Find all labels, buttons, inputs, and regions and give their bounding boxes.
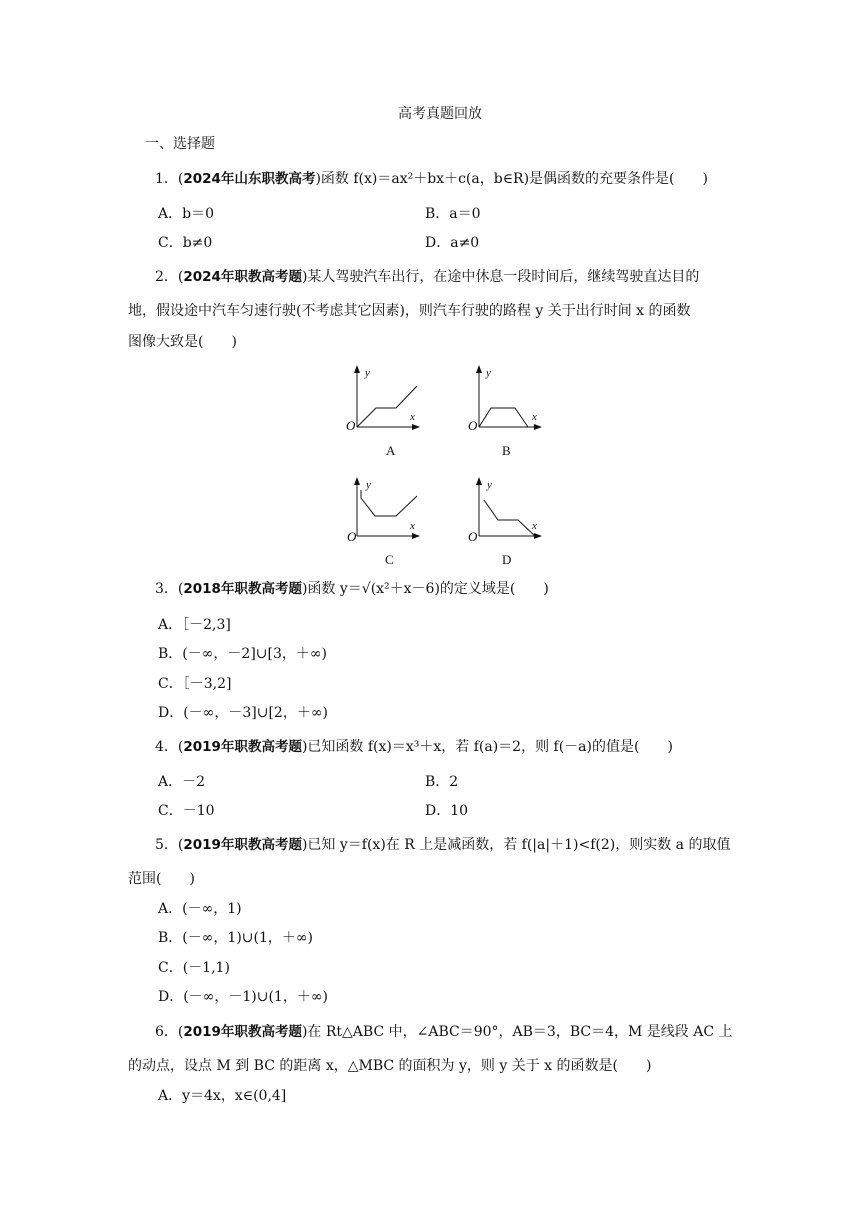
origin-label: O <box>468 418 478 433</box>
option-b: B．2 <box>425 774 459 790</box>
question-text: )在 Rt△ABC 中，∠ABC＝90°，AB＝3，BC＝4，M 是线段 AC 上 <box>301 1024 733 1040</box>
question-source: 2024年职教高考题 <box>183 269 302 285</box>
graph-b <box>462 362 562 460</box>
option-c: C．［－3,2] <box>158 676 232 692</box>
origin-label: O <box>347 529 357 544</box>
option-a: A．y＝4x，x∈(0,4] <box>158 1088 287 1104</box>
x-axis-label: x <box>410 411 415 423</box>
y-axis-label: y <box>365 367 370 379</box>
question-number: 1．( <box>155 171 184 187</box>
question-number: 2．( <box>155 269 184 285</box>
section-heading: 一、选择题 <box>145 136 215 152</box>
question-2-stem-line3: 图像大致是( ) <box>128 334 237 350</box>
page-title: 高考真题回放 <box>398 106 482 122</box>
graph-label: D <box>502 552 512 567</box>
option-b: B．a＝0 <box>425 206 481 222</box>
question-text: )函数 f(x)＝ax²＋bx＋c(a，b∈R)是偶函数的充要条件是( ) <box>315 171 708 187</box>
question-text: )已知 y＝f(x)在 R 上是减函数，若 f(|a|＋1)<f(2)，则实数 a 的取值 <box>301 837 731 853</box>
x-axis-label: x <box>532 411 537 423</box>
question-number: 6．( <box>155 1024 184 1040</box>
question-source: 2024年山东职教高考 <box>183 171 316 187</box>
question-text: )某人驾驶汽车出行，在途中休息一段时间后，继续驾驶直达目的 <box>301 269 700 285</box>
option-b: B．(－∞，1)∪(1，＋∞) <box>158 930 314 946</box>
question-6-stem <box>155 1023 733 1041</box>
option-d: D．10 <box>425 803 469 819</box>
origin-label: O <box>468 529 478 544</box>
question-2-stem-line2: 地，假设途中汽车匀速行驶(不考虑其它因素)，则汽车行驶的路程 y 关于出行时间 x 的函数 <box>128 303 691 319</box>
graph-a <box>340 362 440 460</box>
question-source: 2019年职教高考题 <box>183 739 302 755</box>
option-c: C．(－1,1) <box>158 960 230 976</box>
graph-label: A <box>386 443 396 458</box>
question-source: 2018年职教高考题 <box>183 581 302 597</box>
option-a: A．－2 <box>158 774 206 790</box>
question-number: 5．( <box>155 837 184 853</box>
question-3-stem <box>155 580 549 598</box>
option-c: C．－10 <box>158 803 215 819</box>
question-source: 2019年职教高考题 <box>183 837 302 853</box>
question-2-stem <box>155 268 699 286</box>
question-text: )已知函数 f(x)＝x³＋x，若 f(a)＝2，则 f(－a)的值是( ) <box>301 739 673 755</box>
graph-label: B <box>502 443 511 458</box>
x-axis-label: x <box>532 520 537 532</box>
question-5-stem <box>155 836 730 854</box>
origin-label: O <box>346 418 356 433</box>
question-source: 2019年职教高考题 <box>183 1024 302 1040</box>
option-d: D．(－∞，－3]∪[2，＋∞) <box>158 705 328 721</box>
option-a: A．(－∞，1) <box>158 901 242 917</box>
question-5-stem-line2: 范围( ) <box>128 871 195 887</box>
question-1-stem <box>155 170 708 188</box>
question-number: 4．( <box>155 739 184 755</box>
x-axis-label: x <box>410 520 415 532</box>
graph-c <box>340 474 440 572</box>
question-4-stem <box>155 738 673 756</box>
y-axis-label: y <box>366 479 371 491</box>
y-axis-label: y <box>486 367 491 379</box>
graph-label: C <box>385 552 394 567</box>
option-b: B．(－∞，－2]∪[3，＋∞) <box>158 646 328 662</box>
option-a: A．［－2,3] <box>158 617 231 633</box>
graph-d <box>462 474 562 572</box>
question-6-stem-line2: 的动点，设点 M 到 BC 的距离 x，△MBC 的面积为 y，则 y 关于 x 的函数是( ) <box>128 1058 652 1074</box>
option-c: C．b≠0 <box>158 235 213 251</box>
option-d: D．a≠0 <box>425 235 480 251</box>
option-a: A．b＝0 <box>158 206 214 222</box>
option-d: D．(－∞，－1)∪(1，＋∞) <box>158 989 328 1005</box>
question-text: )函数 y＝√(x²＋x－6)的定义域是( ) <box>301 581 549 597</box>
y-axis-label: y <box>487 479 492 491</box>
question-number: 3．( <box>155 581 184 597</box>
